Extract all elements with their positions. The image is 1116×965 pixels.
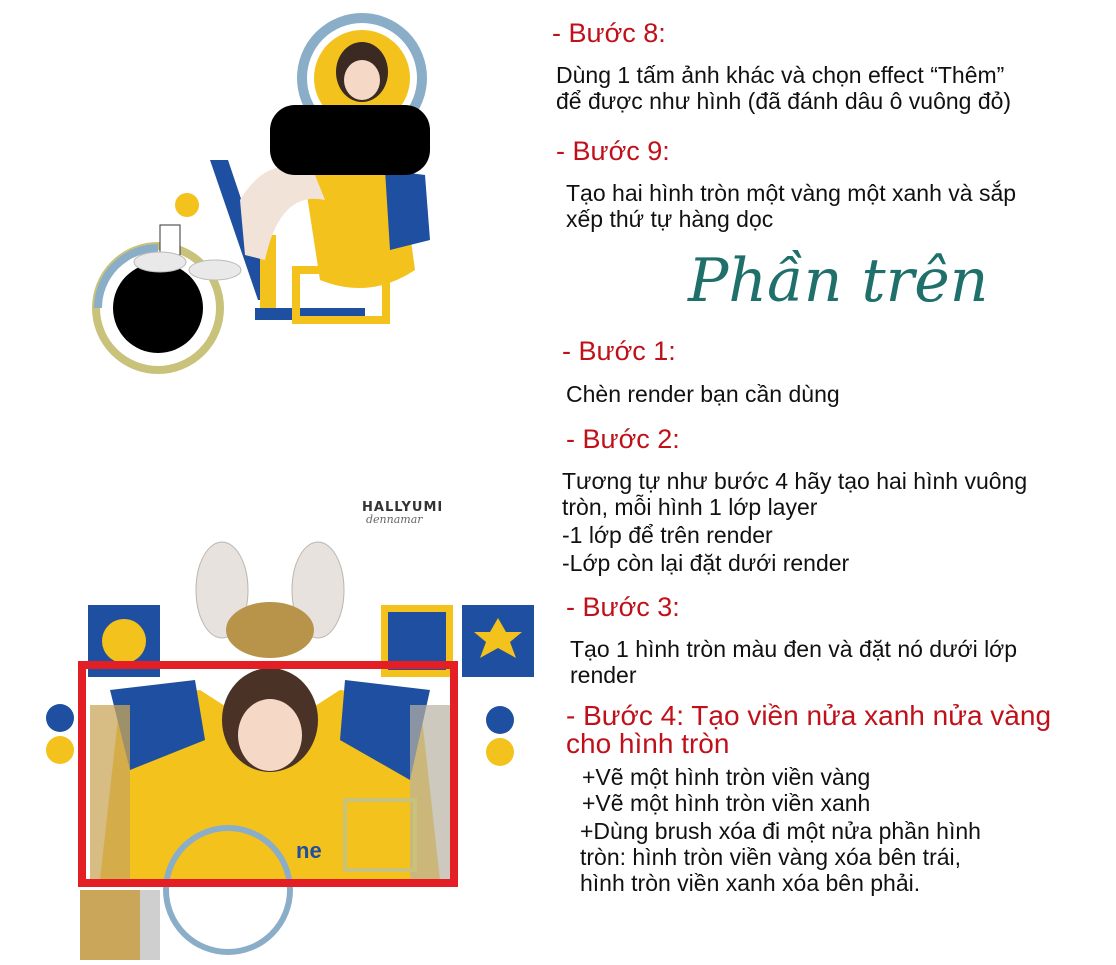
step4-line5: hình tròn viền xanh xóa bên phải. [580,870,921,896]
step4-line1: +Vẽ một hình tròn viền vàng [582,764,871,790]
step1-line1: Chèn render bạn cần dùng [566,381,840,407]
step4-title-line1: - Bước 4: Tạo viền nửa xanh nửa vàng [566,700,1052,731]
yellow-circle-in-square [102,619,146,663]
figure-face [344,60,380,100]
bottom-artwork [0,480,545,960]
step9-line1: Tạo hai hình tròn một vàng một xanh và sắp [566,180,1017,206]
top-artwork [90,0,450,380]
figure-face-bottom [238,699,302,771]
step2-line3: -1 lớp để trên render [562,522,773,548]
brand-logo-sub: dennamar [366,513,423,526]
step4-line4: tròn: hình tròn viền vàng xóa bên trái, [580,844,962,870]
step4-title-line2: cho hình tròn [566,728,730,759]
step2-line2: tròn, mỗi hình 1 lớp layer [562,494,818,520]
yellow-dot-left-bottom [46,736,74,764]
step3-line2: render [570,662,637,688]
step9-line2: xếp thứ tự hàng dọc [566,206,774,232]
step2-line4: -Lớp còn lại đặt dưới render [562,550,850,576]
step9-title: - Bước 9: [556,136,670,166]
shirt-print: ne [296,838,322,863]
step8-line2: để được như hình (đã đánh dâu ô vuông đỏ) [556,88,1012,114]
texture-strip-left [90,705,130,880]
step4-line2: +Vẽ một hình tròn viền xanh [582,790,871,816]
step1-title: - Bước 1: [562,336,676,366]
step3-line1: Tạo 1 hình tròn màu đen và đặt nó dưới lớp [570,636,1018,662]
blue-dot-left-top [46,704,74,732]
step8-title: - Bước 8: [552,18,666,48]
blue-dot-right-top [486,706,514,734]
brand-logo: HALLYUMI [362,500,444,515]
small-yellow-circle [175,193,199,217]
section-heading: Phần trên [688,246,989,316]
step8-line1: Dùng 1 tấm ảnh khác và chọn effect “Thêm” [556,62,1005,88]
step2-title: - Bước 2: [566,424,680,454]
lower-grey-block [140,890,160,960]
censor-block [270,105,430,175]
black-circle [113,263,203,353]
figure-sleeve-blue [385,170,430,250]
bottom-artwork-canvas [0,480,545,960]
figure-shoe [134,252,186,272]
hat [226,602,314,658]
figure-shoe-2 [189,260,241,280]
yellow-dot-right-bottom [486,738,514,766]
lower-yellow-block [80,890,140,960]
step2-line1: Tương tự như bước 4 hãy tạo hai hình vuông [562,468,1028,494]
step4-line3: +Dùng brush xóa đi một nửa phần hình [580,818,981,844]
step3-title: - Bước 3: [566,592,680,622]
figure-sock [160,225,180,255]
